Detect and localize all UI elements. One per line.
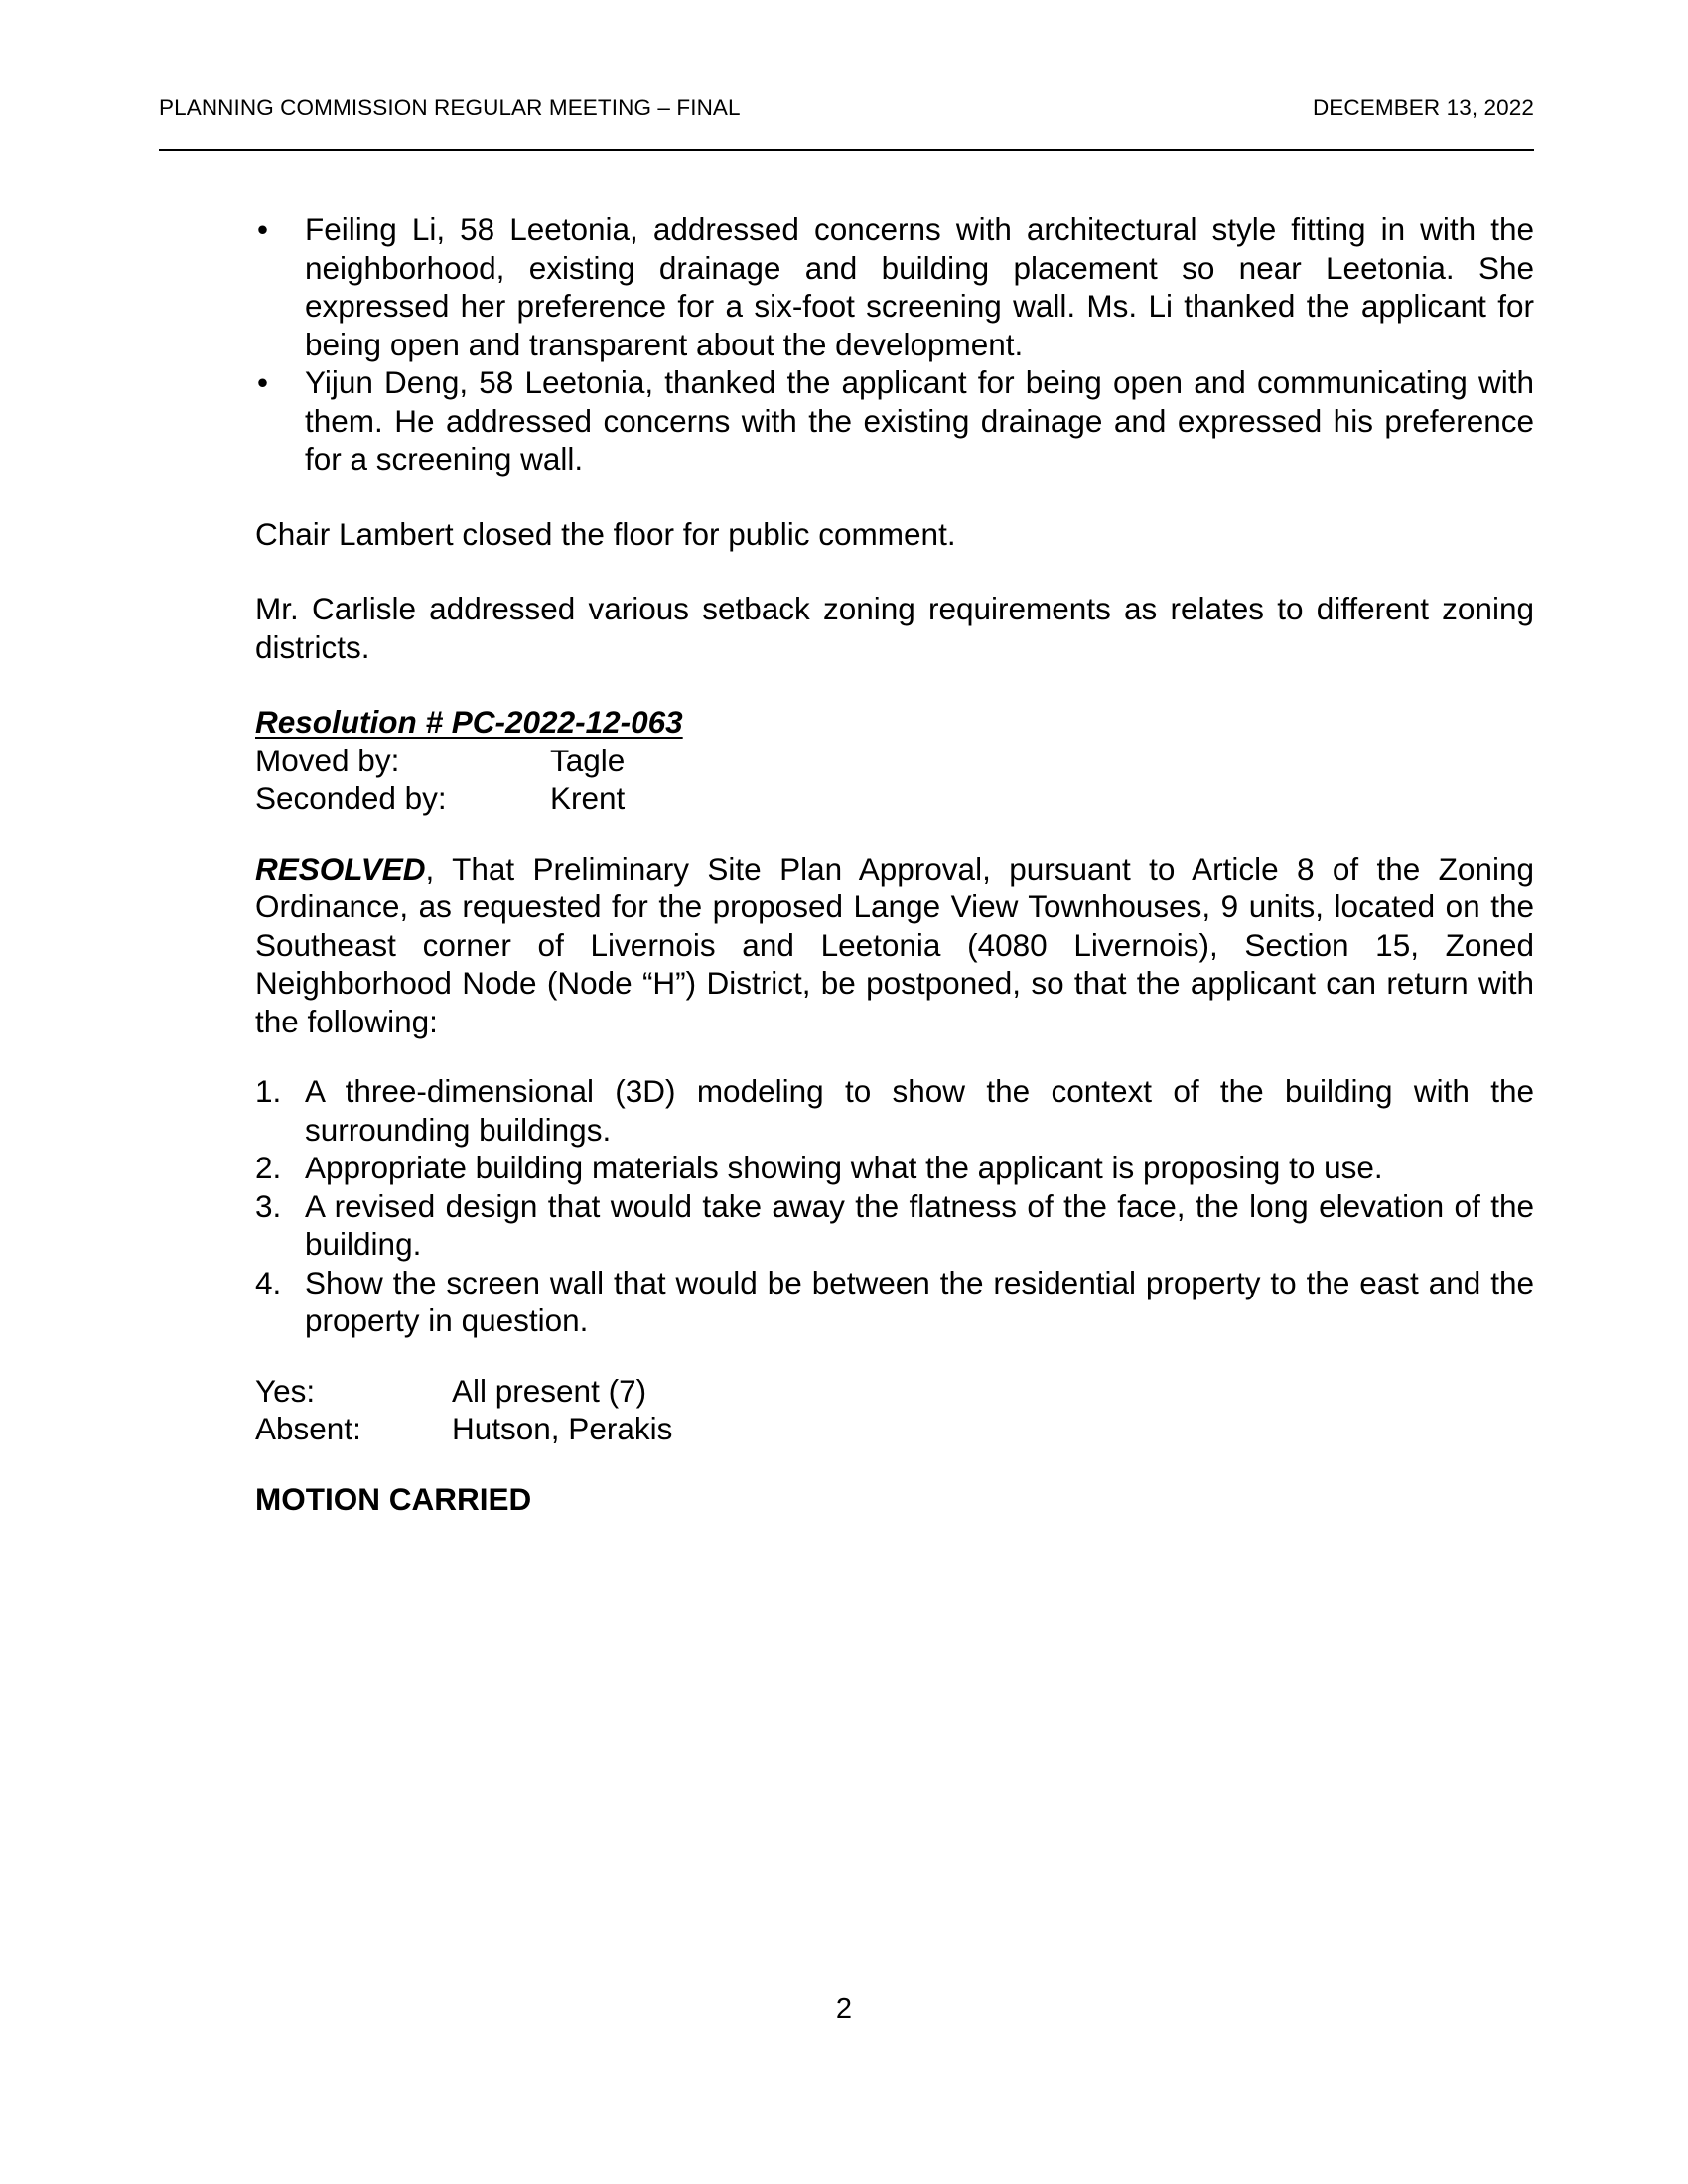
moved-by-row xyxy=(255,742,1534,780)
seconded-by-value: Krent xyxy=(550,780,626,816)
requirements-list xyxy=(255,1072,1534,1340)
vote-yes-value: All present (7) xyxy=(452,1372,647,1409)
item-number: 4. xyxy=(255,1264,282,1300)
item-text: A revised design that would take away the flatness of the face, the long elevation of the building. xyxy=(305,1187,1534,1262)
resolved-text: , That Preliminary Site Plan Approval, pursuant to Article 8 of the Zoning Ordinance, as requested for the proposed Lange View Townhouses, 9 units, located on the Southeast corner of Livernois and Leetonia (4080 Livernois), Section 15, Zoned Neighborhood Node (Node “H”) District, be postponed, so that the applicant can return with the following: xyxy=(255,850,1534,1039)
document-body xyxy=(255,210,1534,1518)
motion-outcome: MOTION CARRIED xyxy=(255,1480,532,1517)
resolved-label: RESOLVED xyxy=(255,850,426,887)
item-text: A three-dimensional (3D) modeling to show the context of the building with the surrounding buildings. xyxy=(305,1073,1534,1148)
closed-floor-paragraph: Chair Lambert closed the floor for public comment. xyxy=(255,515,956,552)
page-number: 2 xyxy=(835,1993,853,2025)
comment-text: Feiling Li, 58 Leetonia, addressed concerns with architectural style fitting in with the neighborhood, existing drainage and building placement so near Leetonia. She expressed her preference for a six-foot screening wall. Ms. Li thanked the applicant for being open and transparent about the development. xyxy=(305,211,1534,362)
list-item xyxy=(255,1149,1534,1187)
list-item xyxy=(255,1072,1534,1149)
resolution-title: Resolution # PC-2022-12-063 xyxy=(255,704,683,740)
page-header xyxy=(159,95,1534,121)
header-title: PLANNING COMMISSION REGULAR MEETING – FINAL xyxy=(159,95,741,120)
list-item xyxy=(255,1187,1534,1264)
vote-absent-row xyxy=(255,1410,1534,1448)
vote-yes-label: Yes: xyxy=(255,1372,316,1409)
vote-yes-row xyxy=(255,1372,1534,1411)
comment-text: Yijun Deng, 58 Leetonia, thanked the applicant for being open and communicating with them. He addressed concerns with the existing drainage and expressed his preference for a screening wall. xyxy=(305,364,1534,477)
public-comment-list xyxy=(255,210,1534,478)
item-number: 2. xyxy=(255,1150,282,1185)
vote-absent-label: Absent: xyxy=(255,1411,361,1446)
bullet-icon: • xyxy=(257,364,269,400)
seconded-by-row xyxy=(255,779,1534,818)
item-number: 3. xyxy=(255,1187,282,1224)
item-text: Show the screen wall that would be between the residential property to the east and the property in question. xyxy=(305,1264,1534,1338)
item-number: 1. xyxy=(255,1073,282,1109)
list-item xyxy=(255,1264,1534,1340)
list-item xyxy=(255,363,1534,478)
carlisle-paragraph: Mr. Carlisle addressed various setback zoning requirements as relates to different zoning districts. xyxy=(255,591,1534,665)
header-divider xyxy=(159,149,1534,151)
header-date: DECEMBER 13, 2022 xyxy=(1312,95,1534,120)
moved-by-value: Tagle xyxy=(550,742,626,778)
list-item xyxy=(255,210,1534,363)
seconded-by-label: Seconded by: xyxy=(255,780,447,816)
bullet-icon: • xyxy=(257,211,269,247)
resolved-paragraph xyxy=(255,850,1534,1041)
vote-absent-value: Hutson, Perakis xyxy=(452,1411,673,1446)
moved-by-label: Moved by: xyxy=(255,742,400,778)
item-text: Appropriate building materials showing what the applicant is proposing to use. xyxy=(305,1150,1383,1185)
